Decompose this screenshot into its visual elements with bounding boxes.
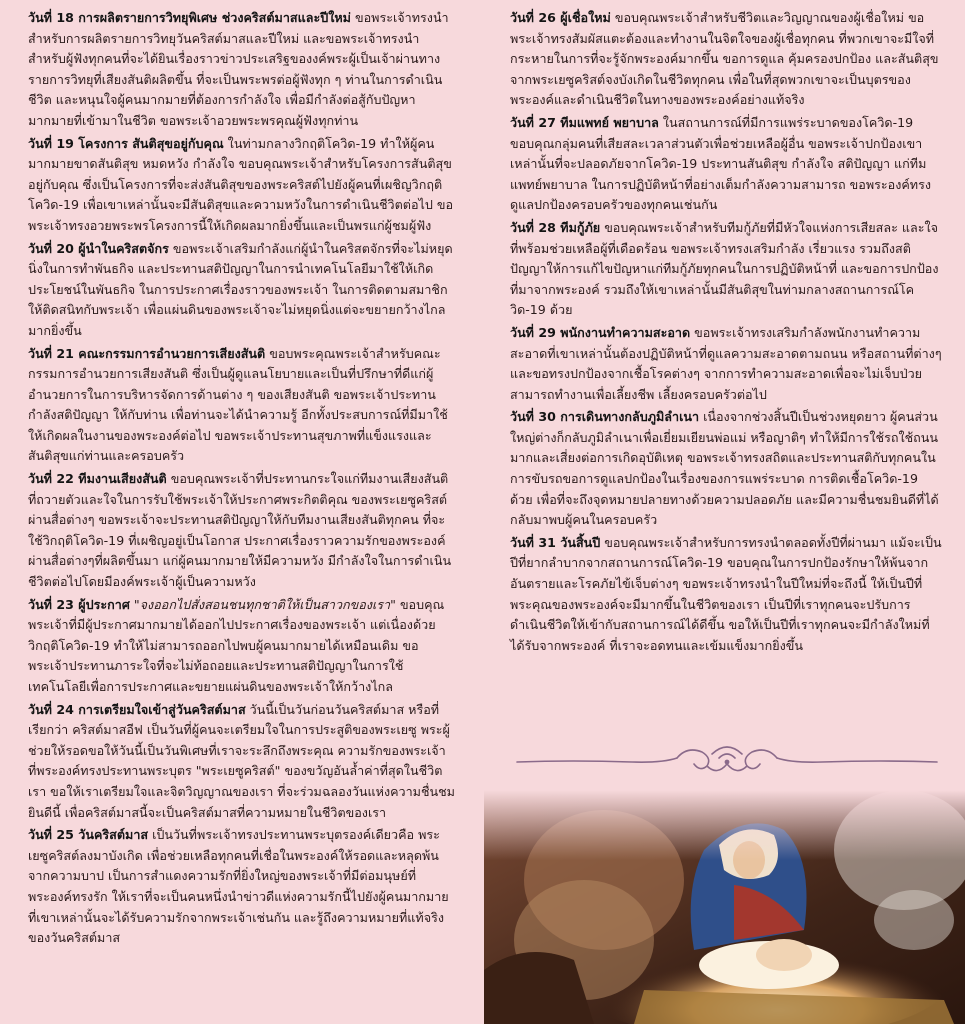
entry-heading: วันที่ 30 การเดินทางกลับภูมิลำเนา xyxy=(510,409,700,425)
entry-heading: วันที่ 26 ผู้เชื่อใหม่ xyxy=(510,10,611,25)
entry-heading: วันที่ 29 พนักงานทำความสะอาด xyxy=(510,324,691,340)
entry-heading: วันที่ 19 โครงการ สันติสุขอยู่กับคุณ xyxy=(28,135,224,151)
entry-heading: วันที่ 24 การเตรียมใจเข้าสู่วันคริสต์มาส xyxy=(28,701,246,717)
entry-heading: วันที่ 28 ทีมกู้ภัย xyxy=(510,219,601,235)
entry-body: วันนี้เป็นวันก่อนวันคริสต์มาส หรือที่เรียกว่า คริสต์มาสอีฟ เป็นวันที่ผู้คนจะเตรียมใจในการประสูติของพระเยซู พระผู้ช่วยให้รอดขอให้วันนี้เป็นวันพิเศษที่เราจะระลึกถึงพระคุณ ความรักของพระเจ้า ที่พระองค์ทรงประทานพระบุตร "พระเยซูคริสต์" ของขวัญอันล้ำค่าที่สุดในชีวิตเรา ขอให้เราเตรียมใจและจิตวิญญาณของเรา ที่จะร่วมฉลองวันแห่งความชื่นชมยินดีนี้ เพื่อคริสต์มาสนี้จะเป็นคริสต์มาสที่ความหมายในชีวิตของเรา xyxy=(28,701,455,820)
entry-day-28 xyxy=(510,218,942,321)
ornamental-flourish-icon xyxy=(512,740,942,780)
entry-heading: วันที่ 21 คณะกรรมการอำนวยการเสียงสันติ xyxy=(28,345,266,361)
bible-quote: "จงออกไปสั่งสอนชนทุกชาติให้เป็นสาวกของเรา" xyxy=(129,596,396,612)
entry-body: ขอบคุณพระเจ้าที่ประทานกระใจแก่ทีมงานเสียงสันติที่ถวายตัวและใจในการรับใช้พระเจ้าให้ประกาศพระกิตติคุณ ของพระเยซูคริสต์ผ่านสื่อต่างๆ ขอพระเจ้าจะประทานสติปัญญาให้กับทีมงานเสียงสันติทุกคน ที่จะใช้วิกฤติโควิด-19 ที่เผชิญอยู่เป็นโอกาส ประกาศเรื่องราวความรักของพระองค์ผ่านสื่อต่างๆที่ผลิตขึ้นมา แก่ผู้คนมากมายให้มีความหวัง มีกำลังใจในการดำเนินชีวิตต่อไปโดยมีองค์พระเจ้าผู้เป็นความหวัง xyxy=(28,471,452,590)
entry-heading: วันที่ 31 วันสิ้นปี xyxy=(510,534,601,550)
entry-body: ขอบคุณพระเจ้าสำหรับการทรงนำตลอดทั้งปีที่ผ่านมา แม้จะเป็นปีที่ยากลำบากจากสถานการณ์โควิด-19 ขอบคุณในการปกป้องรักษาให้พ้นจากอันตรายและโรคภัยไข้เจ็บต่างๆ ขอพระเจ้าทรงนำในปีใหม่ที่จะถึงนี้ ให้เป็นปีที่พระคุณของพระองค์จะมีมากขึ้นในชีวิตของเรา เป็นปีที่เราทุกคนจะปรับการดำเนินชีวิตให้เข้ากับสถานการณ์ได้ดีขึ้น ขอให้เป็นปีที่เราทุกคนจะมีกำลังใหม่ที่ได้รับจากพระองค์ ที่เราจะอดทนและเข้มแข็งมากยิ่งขึ้น xyxy=(510,534,942,653)
entry-day-31 xyxy=(510,533,942,657)
entry-heading: วันที่ 20 ผู้นำในคริสตจักร xyxy=(28,240,169,256)
right-column xyxy=(510,8,942,658)
entry-day-30 xyxy=(510,407,942,531)
entry-day-18 xyxy=(28,8,456,132)
entry-body: ขอบคุณพระเจ้าสำหรับชีวิตและวิญญาณของผู้เชื่อใหม่ ขอพระเจ้าทรงสัมผัสแตะต้องและทำงานในจิตใจของผู้เชื่อทุกคน ที่พวกเขาจะมีใจที่กระหายในการที่จะรู้จักพระองค์มากขึ้น ขอการดูแล คุ้มครองปกป้อง และสันติสุขจากพระเยซูคริสต์จงบังเกิดในชีวิตทุกคน เพื่อในที่สุดพวกเขาจะเป็นบุตรของพระองค์และดำเนินชีวิตในทางของพระองค์อย่างแท้จริง xyxy=(510,10,939,108)
entry-body: เป็นวันที่พระเจ้าทรงประทานพระบุตรองค์เดียวคือ พระเยซูคริสต์ลงมาบังเกิด เพื่อช่วยเหลือทุกคนที่เชื่อในพระองค์ให้รอดและหลุดพ้นจากความบาป เป็นการสำแดงความรักที่ยิ่งใหญ่ของพระเจ้าที่มีต่อมนุษย์ที่พระองค์ทรงรัก ให้เราที่จะเป็นคนหนึ่งนำข่าวดีแห่งความรักนี้ไปยังผู้คนมากมาย ที่เขาเหล่านั้นจะได้รับความรักจากพระเจ้าเช่นกัน และรู้ถึงความหมายที่แท้จริงของวันคริสต์มาส xyxy=(28,827,449,946)
entry-heading: วันที่ 18 การผลิตรายการวิทยุพิเศษ ช่วงคริสต์มาสและปีใหม่ xyxy=(28,10,351,25)
entry-day-27 xyxy=(510,113,942,216)
entry-heading: วันที่ 23 ผู้ประกาศ xyxy=(28,596,130,612)
entry-day-19 xyxy=(28,134,456,237)
entry-day-22 xyxy=(28,469,456,593)
entry-day-24 xyxy=(28,700,456,824)
nativity-painting xyxy=(484,790,965,1024)
left-column xyxy=(28,8,456,951)
entry-body: ขอพระเจ้าทรงนำสำหรับการผลิตรายการวิทยุวันคริสต์มาสและปีใหม่ และขอพระเจ้าทรงนำสำหรับผู้ฟังทุกคนที่จะได้ยินเรื่องราวข่าวประเสริฐของงค์พระผู้เป็นเจ้าผ่านทางรายการวิทยุที่เสียงสันติผลิตขึ้น ที่จะเป็นพระพรต่อผู้ฟังทุก ๆ ท่านในการดำเนินชีวิต และหนุนใจผู้คนมากมายที่ต้องการกำลังใจ เพื่อมีกำลังต่อสู้กับปัญหามากมายที่เข้ามาในชีวิต ขอพระเจ้าอวยพระพรคุณผู้ฟังทุกท่าน xyxy=(28,10,449,128)
entry-heading: วันที่ 27 ทีมแพทย์ พยาบาล xyxy=(510,114,659,130)
entry-heading: วันที่ 25 วันคริสต์มาส xyxy=(28,827,149,843)
entry-body: เนื่องจากช่วงสิ้นปีเป็นช่วงหยุดยาว ผู้คนส่วนใหญ่ต่างก็กลับภูมิลำเนาเพื่อเยี่ยมเยียนพ่อแม่ หรือญาติๆ ทำให้มีการใช้รถใช้ถนนมากและเสี่ยงต่อการเกิดอุบัติเหตุ ขอพระเจ้าทรงสถิตและประทานสติกับทุกคนในการขับรถขอการดูแลปกป้องในเรื่องของการแพร่ระบาด การติดเชื้อโควิด-19 ด้วย เพื่อที่จะถึงจุดหมายปลายทางด้วยความปลอดภัย และมีความชื่นชมยินดีที่ได้กลับมาพบผู้คนในครอบครัว xyxy=(510,409,939,528)
entry-body: ขอพระเจ้าเสริมกำลังแก่ผู้นำในคริสตจักรที่จะไม่หยุดนิ่งในการทำพันธกิจ และประทานสติปัญญาในการนำเทคโนโลยีมาใช้ให้เกิดประโยชน์ในพันธกิจ ในการประกาศเรื่องราวของพระเจ้า ในการติดตามสมาชิกให้ติดสนิทกับพระเจ้า เพื่อแผ่นดินของพระเจ้าจะไม่หยุดนิ่งแต่จะขยายกว้างไกลมากยิ่งขึ้น xyxy=(28,240,453,338)
entry-body: ขอพระเจ้าทรงเสริมกำลังพนักงานทำความสะอาดที่เขาเหล่านั้นต้องปฏิบัติหน้าที่ดูแลความสะอาดตามถนน หรือสถานที่ต่างๆ และขอทรงปกป้องจากเชื้อโรคต่างๆ จากการทำความสะอาดเพื่อจะไม่เจ็บป่วย สามารถทำงานเพื่อเลี้ยงชีพ เลี้ยงครอบครัวต่อไป xyxy=(510,324,942,402)
entry-day-21 xyxy=(28,344,456,468)
entry-day-25 xyxy=(28,825,456,949)
entry-body: ขอบพระคุณพระเจ้าสำหรับคณะกรรมการอำนวยการเสียงสันติ ซึ่งเป็นผู้ดูแลนโยบายและเป็นที่ปรึกษาที่ดีแก่ผู้อำนวยการในการบริหารจัดการด้านต่าง ๆ ของเสียงสันติ ขอพระเจ้าประทานกำลังสติปัญญา ให้กับท่าน เพื่อท่านจะได้นำความรู้ อีกทั้งประสบการณ์ที่มีมาใช้ให้เกิดผลในงานของพระองค์ต่อไป ขอพระเจ้าประทานสุขภาพที่แข็งแรงและสันติสุขแก่ท่านและครอบครัว xyxy=(28,345,448,464)
entry-day-20 xyxy=(28,239,456,342)
entry-body: ขอบคุณพระเจ้าที่มีผู้ประกาศมากมายได้ออกไปประกาศเรื่องของพระเจ้า แต่เนื่องด้วยวิกฤติโควิด-19 ทำให้ไม่สามารถออกไปพบผู้คนมากมายได้เหมือนเดิม ขอพระเจ้าประทานภาระใจที่จะไม่ท้อถอยและประทานสติปัญญาในการใช้เทคโนโลยีเพื่อการประกาศและขยายแผ่นดินของพระเจ้าให้กว้างไกล xyxy=(28,596,445,694)
entry-heading: วันที่ 22 ทีมงานเสียงสันติ xyxy=(28,471,167,487)
entry-body: ในสถานการณ์ที่มีการแพร่ระบาดของโควิด-19 ขอบคุณกลุ่มคนที่เสียสละเวลาส่วนตัวเพื่อช่วยเหลือผู้อื่น ขอพระเจ้าปกป้องเขาเหล่านั้นที่จะปลอดภัยจากโควิด-19 ประทานสันติสุข กำลังใจ สติปัญญา แก่ทีมแพทย์พยาบาล ในการปฏิบัติหน้าที่อย่างเต็มกำลังความสามารถ ขอพระองค์ทรงดูแลปกป้องครอบครัวของทุกคนเช่นกัน xyxy=(510,114,932,213)
entry-body: ในท่ามกลางวิกฤติโควิด-19 ทำให้ผู้คนมากมายขาดสันติสุข หมดหวัง กำลังใจ ขอบคุณพระเจ้าสำหรับโครงการสันติสุขอยู่กับคุณ ซึ่งเป็นโครงการที่จะส่งสันติสุขของพระคริสต์ไปยังผู้คนที่เผชิญวิกฤติโควิด-19 เพื่อเขาเหล่านั้นจะมีสันติสุขและความหวังในการดำเนินชีวิตต่อไป ขอพระเจ้าทรงอวยพระพรโครงการนี้ให้เกิดผลมากยิ่งขึ้นและเป็นพรแก่ผู้ชมผู้ฟัง xyxy=(28,135,454,233)
entry-day-23 xyxy=(28,595,456,698)
entry-day-29 xyxy=(510,323,942,405)
entry-day-26 xyxy=(510,8,942,111)
entry-body: ขอบคุณพระเจ้าสำหรับทีมกู้ภัยที่มีหัวใจแห่งการเสียสละ และใจที่พร้อมช่วยเหลือผู้ที่เดือดร้อน ขอพระเจ้าทรงเสริมกำลัง เรี่ยวแรง รวมถึงสติปัญญาให้การแก้ไขปัญหาแก่ทีมกู้ภัยทุกคนในการปฏิบัติหน้าที่ และขอการปกป้องที่มาจากพระองค์ รวมถึงให้เขาเหล่านั้นมีสันติสุขในท่ามกลางสถานการณ์โควิด-19 ด้วย xyxy=(510,219,939,318)
